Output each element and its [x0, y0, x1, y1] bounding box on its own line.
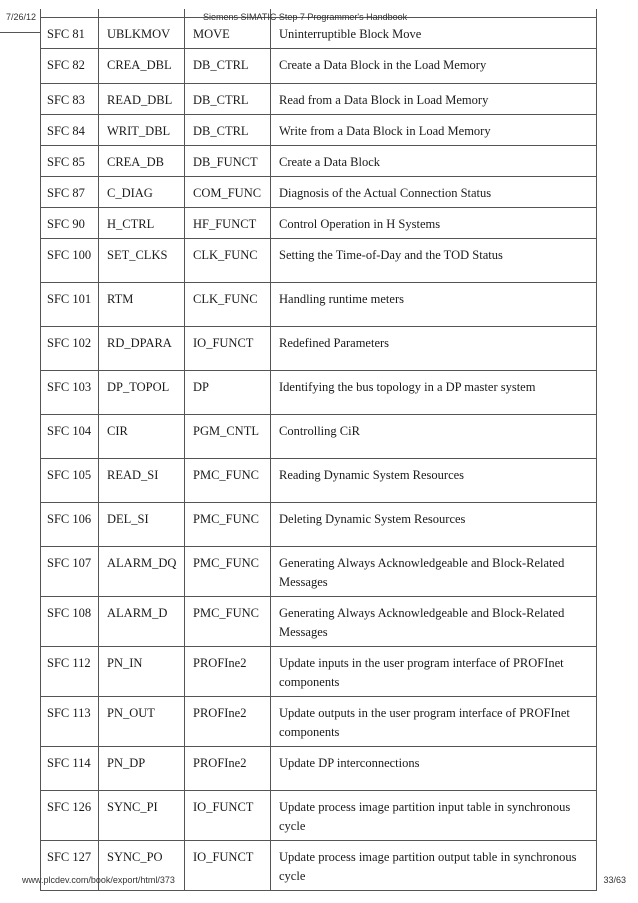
table-row [41, 283, 597, 327]
library-cell: HF_FUNCT [185, 208, 271, 239]
table-row [41, 547, 597, 597]
description-cell: Uninterruptible Block Move [271, 18, 597, 49]
sfc-number-cell: SFC 83 [41, 84, 99, 115]
sfc-number-cell: SFC 81 [41, 18, 99, 49]
sfc-number-cell: SFC 113 [41, 697, 99, 747]
library-cell: CLK_FUNC [185, 283, 271, 327]
description-cell: Update outputs in the user program interface of PROFInet components [271, 697, 597, 747]
block-name-cell: SYNC_PO [99, 841, 185, 891]
block-name-cell: CIR [99, 415, 185, 459]
library-cell: DB_CTRL [185, 49, 271, 84]
sfc-number-cell: SFC 104 [41, 415, 99, 459]
block-name-cell: SET_CLKS [99, 239, 185, 283]
block-name-cell: CREA_DB [99, 146, 185, 177]
description-cell: Setting the Time-of-Day and the TOD Status [271, 239, 597, 283]
description-cell: Update process image partition output table in synchronous cycle [271, 841, 597, 891]
description-cell: Generating Always Acknowledgeable and Block-Related Messages [271, 547, 597, 597]
library-cell: PGM_CNTL [185, 415, 271, 459]
description-cell: Update process image partition input table in synchronous cycle [271, 791, 597, 841]
table-row [41, 747, 597, 791]
table-row [41, 327, 597, 371]
table-row [41, 18, 597, 49]
description-cell: Reading Dynamic System Resources [271, 459, 597, 503]
library-cell: MOVE [185, 18, 271, 49]
header-date: 7/26/12 [6, 12, 37, 22]
library-cell: DB_CTRL [185, 84, 271, 115]
description-cell: Control Operation in H Systems [271, 208, 597, 239]
description-cell: Update DP interconnections [271, 747, 597, 791]
sfc-number-cell: SFC 102 [41, 327, 99, 371]
library-cell: PMC_FUNC [185, 597, 271, 647]
block-name-cell: UBLKMOV [99, 18, 185, 49]
block-name-cell: DP_TOPOL [99, 371, 185, 415]
library-cell: PROFIne2 [185, 747, 271, 791]
footer-url: www.plcdev.com/book/export/html/373 [22, 875, 175, 885]
table-row [41, 697, 597, 747]
library-cell: PMC_FUNC [185, 547, 271, 597]
library-cell: PROFIne2 [185, 647, 271, 697]
table-row [41, 84, 597, 115]
sfc-number-cell: SFC 100 [41, 239, 99, 283]
block-name-cell: RD_DPARA [99, 327, 185, 371]
sfc-number-cell: SFC 105 [41, 459, 99, 503]
library-cell: IO_FUNCT [185, 841, 271, 891]
block-name-cell: CREA_DBL [99, 49, 185, 84]
block-name-cell: ALARM_D [99, 597, 185, 647]
sfc-number-cell: SFC 107 [41, 547, 99, 597]
sfc-number-cell: SFC 108 [41, 597, 99, 647]
sfc-number-cell: SFC 112 [41, 647, 99, 697]
sfc-number-cell: SFC 103 [41, 371, 99, 415]
sfc-number-cell: SFC 127 [41, 841, 99, 891]
description-cell: Deleting Dynamic System Resources [271, 503, 597, 547]
sfc-table-body [41, 9, 597, 891]
sfc-number-cell: SFC 87 [41, 177, 99, 208]
header-title: Siemens SIMATIC Step 7 Programmer's Handbook [203, 12, 408, 22]
library-cell: PMC_FUNC [185, 459, 271, 503]
sfc-table [40, 9, 597, 891]
library-cell: IO_FUNCT [185, 791, 271, 841]
table-row [41, 177, 597, 208]
table-row [41, 371, 597, 415]
block-name-cell: C_DIAG [99, 177, 185, 208]
table-cell-fragment [41, 9, 99, 18]
table-row [41, 597, 597, 647]
table-row [41, 415, 597, 459]
library-cell: DP [185, 371, 271, 415]
description-cell: Handling runtime meters [271, 283, 597, 327]
table-row [41, 239, 597, 283]
sfc-number-cell: SFC 126 [41, 791, 99, 841]
block-name-cell: PN_IN [99, 647, 185, 697]
block-name-cell: PN_DP [99, 747, 185, 791]
block-name-cell: SYNC_PI [99, 791, 185, 841]
block-name-cell: READ_SI [99, 459, 185, 503]
library-cell: IO_FUNCT [185, 327, 271, 371]
sfc-number-cell: SFC 85 [41, 146, 99, 177]
description-cell: Update inputs in the user program interface of PROFInet components [271, 647, 597, 697]
sfc-number-cell: SFC 101 [41, 283, 99, 327]
library-cell: PMC_FUNC [185, 503, 271, 547]
table-row [41, 647, 597, 697]
table-row [41, 459, 597, 503]
description-cell: Identifying the bus topology in a DP master system [271, 371, 597, 415]
table-cell-fragment [99, 9, 185, 18]
block-name-cell: ALARM_DQ [99, 547, 185, 597]
block-name-cell: H_CTRL [99, 208, 185, 239]
library-cell: CLK_FUNC [185, 239, 271, 283]
description-cell: Generating Always Acknowledgeable and Block-Related Messages [271, 597, 597, 647]
description-cell: Diagnosis of the Actual Connection Status [271, 177, 597, 208]
sfc-number-cell: SFC 82 [41, 49, 99, 84]
sfc-number-cell: SFC 90 [41, 208, 99, 239]
description-cell: Create a Data Block [271, 146, 597, 177]
block-name-cell: PN_OUT [99, 697, 185, 747]
description-cell: Read from a Data Block in Load Memory [271, 84, 597, 115]
table-row [41, 49, 597, 84]
sfc-number-cell: SFC 106 [41, 503, 99, 547]
table-row [41, 791, 597, 841]
description-cell: Write from a Data Block in Load Memory [271, 115, 597, 146]
table-row [41, 146, 597, 177]
block-name-cell: DEL_SI [99, 503, 185, 547]
block-name-cell: RTM [99, 283, 185, 327]
block-name-cell: WRIT_DBL [99, 115, 185, 146]
table-row [41, 115, 597, 146]
sfc-number-cell: SFC 84 [41, 115, 99, 146]
description-cell: Create a Data Block in the Load Memory [271, 49, 597, 84]
library-cell: DB_FUNCT [185, 146, 271, 177]
library-cell: COM_FUNC [185, 177, 271, 208]
block-name-cell: READ_DBL [99, 84, 185, 115]
footer-page-number: 33/63 [603, 875, 626, 885]
description-cell: Controlling CiR [271, 415, 597, 459]
library-cell: DB_CTRL [185, 115, 271, 146]
table-row [41, 503, 597, 547]
description-cell: Redefined Parameters [271, 327, 597, 371]
table-row [41, 208, 597, 239]
sfc-number-cell: SFC 114 [41, 747, 99, 791]
library-cell: PROFIne2 [185, 697, 271, 747]
